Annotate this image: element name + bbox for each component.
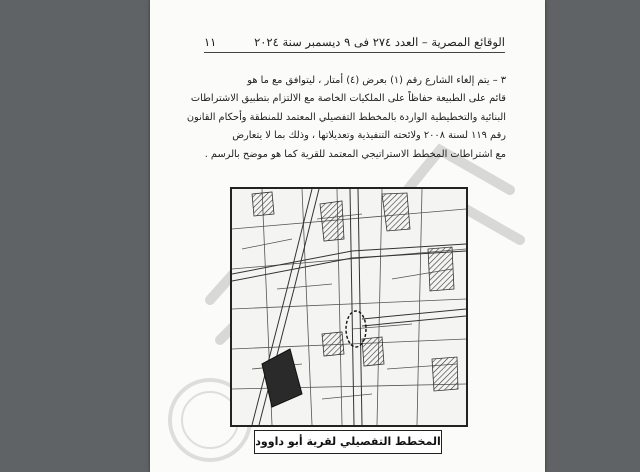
paragraph-line: رقم ١١٩ لسنة ٢٠٠٨ ولائحته التنفيذية وتعديلاتها ، وذلك بما لا يتعارض (232, 130, 506, 142)
map-caption: المخطط التفصيلي لقرية أبو داوود (254, 430, 442, 454)
paragraph-line: ٣ – يتم إلغاء الشارع رقم (١) بعرض (٤) أمتار ، ليتوافق مع ما هو (247, 75, 506, 86)
paragraph-line: قائم على الطبيعة حفاظاً على الملكيات الخاصة مع الالتزام بتطبيق الاشتراطات (190, 93, 506, 105)
header-title: الوقائع المصرية – العدد ٢٧٤ فى ٩ ديسمبر سنة ٢٠٢٤ (254, 35, 505, 49)
page-header (204, 34, 505, 53)
paragraph-line: مع اشتراطات المخطط الاستراتيجي المعتمد للقرية كما هو موضح بالرسم . (204, 148, 506, 160)
map-drawing (232, 189, 466, 425)
page-number: ١١ (204, 35, 217, 49)
document-page (150, 0, 545, 472)
paragraph-line: البنائية والتخطيطية الواردة بالمخطط التفصيلي المعتمد للمنطقة وأحكام القانون (186, 111, 506, 123)
village-plan-map (230, 187, 468, 427)
body-paragraph (186, 72, 506, 164)
